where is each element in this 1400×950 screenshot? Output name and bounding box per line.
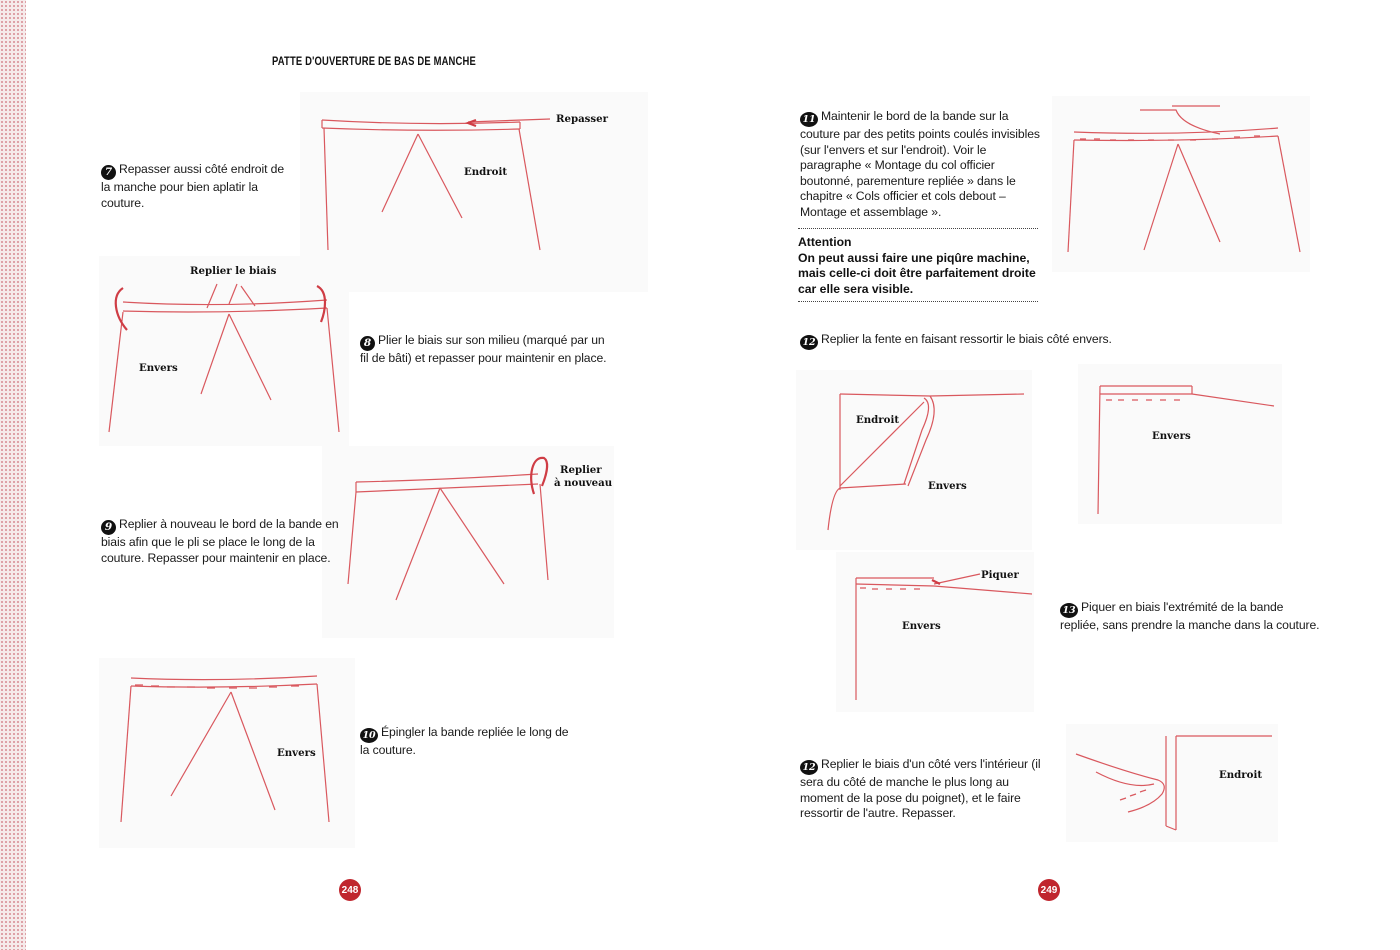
- step-12b-body: Replier le biais d'un côté vers l'intérieur (il sera du côté de manche le plus long au moment de la pose du poignet), et le faire ressortir de l'autre. Repasser.: [800, 757, 1041, 820]
- step-8-text: [360, 333, 610, 367]
- step-13-body: Piquer en biais l'extrémité de la bande repliée, sans prendre la manche dans la couture.: [1060, 600, 1320, 632]
- label-repasser: Repasser: [556, 113, 608, 125]
- step-9-body: Replier à nouveau le bord de la bande en biais afin que le pli se place le long de la couture. Repasser pour maintenir en place.: [101, 517, 339, 565]
- figure-step-10: [99, 658, 355, 848]
- page-number-right: 249: [1038, 879, 1060, 901]
- step-number-12b: 12: [800, 760, 818, 775]
- step-8-body: Plier le biais sur son milieu (marqué par un fil de bâti) et repasser pour maintenir en place.: [360, 333, 607, 365]
- label-envers: Envers: [277, 747, 316, 759]
- step-number-10: 10: [360, 728, 378, 743]
- step-9-text: [101, 517, 343, 566]
- step-7-body: Repasser aussi côté endroit de la manche pour bien aplatir la couture.: [101, 162, 285, 210]
- label-envers: Envers: [902, 620, 941, 632]
- figure-step-12b-drawing: [1066, 724, 1278, 842]
- attention-text: On peut aussi faire une piqûre machine, mais celle-ci doit être parfaitement droite car elle sera visible.: [798, 250, 1036, 296]
- step-10-body: Épingler la bande repliée le long de la couture.: [360, 725, 569, 757]
- step-number-12a: 12: [800, 335, 818, 350]
- figure-step-12a-fold-back-drawing: [1078, 364, 1282, 524]
- step-11-body: Maintenir le bord de la bande sur la couture par des petits points coulés invisibles (sur l'envers et sur l'endroit). Voir le paragraphe « Montage du col officier boutonné, parementure repliée » dans le chapitre « Cols officier et cols debout – Montage et assemblage ».: [800, 109, 1040, 219]
- label-envers: Envers: [1152, 430, 1191, 442]
- step-number-13: 13: [1060, 603, 1078, 618]
- label-endroit: Endroit: [464, 166, 508, 178]
- step-number-9: 9: [101, 520, 116, 535]
- step-10-text: [360, 725, 570, 759]
- step-number-7: 7: [101, 165, 116, 180]
- label-piquer: Piquer: [981, 569, 1019, 581]
- step-7-text: [101, 162, 291, 211]
- step-11-text: [800, 109, 1040, 220]
- figure-step-12a-fold-back: [1078, 364, 1282, 524]
- step-number-8: 8: [360, 336, 375, 351]
- step-13-text: [1060, 600, 1320, 634]
- figure-step-12b: [1066, 724, 1278, 842]
- attention-box: [798, 228, 1038, 302]
- figure-step-11-drawing: [1052, 96, 1310, 272]
- figure-step-7: [300, 92, 648, 292]
- figure-step-13: [836, 552, 1034, 712]
- step-number-11: 11: [800, 112, 818, 127]
- step-12a-text: [800, 332, 1130, 350]
- page-edge-pattern: [0, 0, 26, 950]
- label-envers: Envers: [139, 362, 178, 374]
- running-header: PATTE D'OUVERTURE DE BAS DE MANCHE: [272, 56, 476, 68]
- label-envers: Envers: [928, 480, 967, 492]
- label-replier-le-biais: Replier le biais: [190, 265, 277, 277]
- label-endroit: Endroit: [856, 414, 900, 426]
- figure-step-8-drawing: [99, 256, 349, 446]
- figure-step-8: [99, 256, 349, 446]
- step-12b-text: [800, 757, 1050, 822]
- figure-step-10-drawing: [99, 658, 355, 848]
- label-endroit: Endroit: [1219, 769, 1263, 781]
- figure-step-12a-fold: [796, 370, 1032, 550]
- attention-title: Attention: [798, 235, 852, 249]
- label-replier: Replier: [560, 464, 602, 476]
- label-a-nouveau: à nouveau: [554, 477, 613, 489]
- figure-step-12a-fold-drawing: [796, 370, 1032, 550]
- page-number-left: 248: [339, 879, 361, 901]
- step-12a-body: Replier la fente en faisant ressortir le biais côté envers.: [821, 332, 1112, 346]
- figure-step-11: [1052, 96, 1310, 272]
- figure-step-9: [322, 446, 614, 638]
